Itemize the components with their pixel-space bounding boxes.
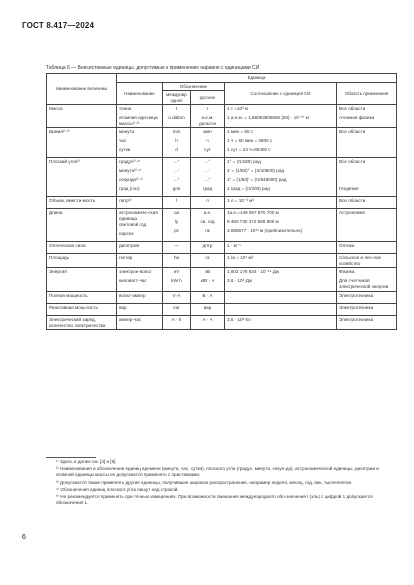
quantity-cell: Площадь (47, 253, 117, 267)
quantity-cell: Плоский угол²⁾ (47, 158, 117, 197)
header-quantity: Наименование величины (47, 74, 117, 105)
cell-value: га (205, 254, 210, 260)
cell-value: электрон-вольт (119, 269, 152, 275)
rus-symbol-cell (191, 303, 225, 315)
cell-value: 1 · м⁻¹ (227, 242, 241, 248)
cell-value: 1 а.е.м. = 1,66053906660 (50) · 10⁻²⁷ кг (227, 115, 310, 120)
unit-name-cell (117, 253, 163, 267)
cell-value: а.е. (203, 210, 212, 216)
cell-value: тонна (119, 106, 132, 111)
cell-value: ...″ (204, 177, 211, 183)
cell-value: 1 т =10³ кг (227, 106, 249, 111)
footnote-divider (46, 457, 96, 458)
cell-value: градус²⁾·⁴⁾ (119, 159, 141, 165)
cell-value: В · А (202, 292, 213, 298)
cell-value (339, 138, 394, 147)
cell-value: t (175, 106, 178, 111)
intl-symbol-cell (163, 291, 191, 303)
unit-name-cell (117, 291, 163, 303)
cell-value: h (175, 138, 178, 144)
quantity-cell: Время²⁾·³⁾ (47, 128, 117, 158)
cell-value: l (175, 198, 178, 204)
footnotes (46, 459, 396, 507)
footnote: ⁵⁾ Не рекомендуется применять при точных измерениях. При возможности смешения международного обо-значения l (эль) с цифрой 1 допускается обозначение L. (56, 493, 373, 506)
relation-cell (225, 291, 337, 303)
cell-value: u dalton (168, 115, 185, 120)
cell-value: Физика (339, 269, 355, 275)
cell-value: сутки (119, 147, 131, 153)
cell-value: Все области (339, 198, 366, 204)
cell-value: 1′ = (1/60)° = (π/10800) рад (227, 168, 285, 174)
table-row (47, 291, 397, 303)
cell-value: A · h (171, 316, 182, 322)
area-cell (337, 253, 397, 267)
footnote: ¹⁾ Здесь и далее см. [3] и [6]. (56, 459, 117, 464)
table-row (47, 303, 397, 315)
page-number: 6 (22, 534, 26, 541)
intl-symbol-cell (163, 209, 191, 241)
quantity-cell: Энергия (47, 268, 117, 291)
cell-value: 1 ч = 60 мин = 3600 с (227, 138, 273, 144)
document-header: ГОСТ 8.417—2024 (22, 21, 95, 30)
cell-value: pc (174, 228, 179, 234)
intl-symbol-cell (163, 197, 191, 209)
cell-value: 1″ = (1/60)′ = (π/648000) рад (227, 177, 287, 183)
cell-value (227, 305, 334, 314)
relation-cell (225, 303, 337, 315)
header-designation: Обозначение (163, 82, 225, 91)
cell-value: град (гон) (119, 186, 140, 192)
cell-value: киловатт-час (119, 278, 147, 284)
intl-symbol-cell (163, 241, 191, 253)
footnote: ³⁾ Допускается также применять другие единицы, получившие широкое распространение, например неделя, месяц, год, век, тысячелетие. (56, 479, 353, 485)
quantity-cell: Оптическая сила (47, 241, 117, 253)
relation-cell (225, 241, 337, 253)
rus-symbol-cell (191, 241, 225, 253)
cell-value (339, 228, 394, 237)
cell-value: св. год (200, 219, 215, 225)
cell-value (339, 168, 394, 177)
unit-name-cell (117, 197, 163, 209)
cell-value: гектар (119, 254, 133, 260)
cell-value: Астрономия (339, 210, 365, 216)
relation-cell (225, 128, 337, 158)
cell-value: Электротехника (339, 316, 374, 322)
header-relation: Соотношение с единицей СИ (225, 82, 337, 105)
rus-symbol-cell (191, 291, 225, 303)
cell-value: л (206, 198, 209, 204)
area-cell (337, 209, 397, 241)
cell-value: А · ч (202, 316, 213, 322)
table-row (47, 268, 397, 291)
table-row (47, 197, 397, 209)
cell-value (339, 219, 394, 228)
intl-symbol-cell (163, 105, 191, 128)
area-cell (337, 158, 397, 197)
cell-value: var (173, 304, 180, 310)
header-rus: русское (191, 91, 225, 105)
intl-symbol-cell (163, 158, 191, 197)
cell-value: — (174, 242, 179, 248)
cell-value: эВ (204, 269, 211, 275)
rus-symbol-cell (191, 197, 225, 209)
quantity-cell: Реактивная мощ-ность (47, 303, 117, 315)
unit-name-cell (117, 315, 163, 329)
intl-symbol-cell (163, 268, 191, 291)
rus-symbol-cell (191, 105, 225, 128)
area-cell (337, 128, 397, 158)
cell-value: Все области (339, 159, 366, 165)
cell-value: град (202, 186, 213, 192)
cell-value: ампер-час (119, 316, 142, 322)
unit-name-cell (117, 268, 163, 291)
cell-value: ly (174, 219, 179, 225)
table-row (47, 158, 397, 197)
area-cell (337, 315, 397, 329)
cell-value: дптр (202, 242, 213, 248)
units-table-body (47, 105, 397, 330)
cell-value: мин (203, 129, 212, 135)
cell-value: а.е.м. дальтон (198, 115, 217, 126)
cell-value: час (119, 138, 127, 144)
cell-value: 1,602 176 634 · 10⁻¹⁹ Дж (227, 269, 279, 275)
cell-value: вольт-ампер (119, 292, 146, 298)
cell-value: ...° (204, 159, 211, 165)
cell-value: световой год (119, 221, 147, 227)
cell-value: 1а.е.=149 597 870 700 м (227, 210, 279, 216)
rus-symbol-cell (191, 158, 225, 197)
relation-cell (225, 209, 337, 241)
cell-value: 1 га = 10⁴ м² (227, 254, 254, 260)
cell-value: Оптика (339, 242, 355, 248)
table-caption: Таблица 6 — Внесистемные единицы, допустимые к применению наравне с единицами СИ (46, 65, 260, 71)
rus-symbol-cell (191, 253, 225, 267)
quantity-cell: Электрический заряд, количество электричества (47, 315, 117, 329)
cell-value: вар (119, 304, 127, 310)
rus-symbol-cell (191, 128, 225, 158)
cell-value: диоптрия (119, 242, 140, 248)
header-name: Наименование (117, 82, 163, 105)
relation-cell (225, 315, 337, 329)
area-cell (337, 303, 397, 315)
relation-cell (225, 268, 337, 291)
cell-value: 9 460 730 472 580 800 м (227, 219, 279, 225)
cell-value: 3,085677 · 10¹⁶ м (приблизительно) (227, 228, 303, 234)
intl-symbol-cell (163, 303, 191, 315)
header-unit-group: Единица (117, 74, 397, 83)
cell-value: 1 мин = 60 с (227, 129, 254, 135)
header-area: Область применения (337, 82, 397, 105)
cell-value: парсек (119, 230, 134, 236)
unit-name-cell (117, 105, 163, 128)
intl-symbol-cell (163, 128, 191, 158)
table-row (47, 253, 397, 267)
cell-value: ...° (173, 159, 180, 165)
cell-value: пк (205, 228, 210, 234)
area-cell (337, 105, 397, 128)
cell-value: 1 град = (π/200) рад (227, 186, 270, 192)
cell-value: eV (173, 269, 180, 275)
unit-name-cell (117, 128, 163, 158)
header-intl: междунар одное (163, 91, 191, 105)
cell-value: атомная еди-ница массы¹⁾·²⁾ (119, 115, 158, 126)
cell-value: ч (206, 138, 209, 144)
cell-value: ha (173, 254, 180, 260)
cell-value: kW·h (171, 278, 182, 284)
unit-name-cell (117, 303, 163, 315)
cell-value: 1° = (π/180) рад (227, 159, 261, 165)
cell-value: d (175, 147, 178, 153)
cell-value: Атомная физика (339, 115, 375, 120)
area-cell (337, 268, 397, 291)
area-cell (337, 197, 397, 209)
table-row (47, 315, 397, 329)
cell-value: сут (204, 147, 211, 153)
cell-value: ...′ (205, 168, 210, 174)
table-row (47, 105, 397, 128)
cell-value: 1 л = 10⁻³ м³ (227, 198, 254, 204)
cell-value: V·A (172, 292, 181, 298)
area-cell (337, 241, 397, 253)
intl-symbol-cell (163, 315, 191, 329)
relation-cell (225, 158, 337, 197)
cell-value (227, 293, 334, 302)
quantity-cell: Полная мощность (47, 291, 117, 303)
table-row (47, 209, 397, 241)
quantity-cell: Длина (47, 209, 117, 241)
units-table (46, 73, 397, 330)
cell-value: Электротехника (339, 292, 374, 298)
cell-value: Все области (339, 106, 366, 111)
cell-value: Электротехника (339, 304, 374, 310)
footnote: ²⁾ Наименования и обозначения единиц времени (минута, час, сутки), плоского угла (градус, минута, секун-да), астрономической единицы, диоптрии и атомной единицы массы не допускается применять с приставками. (56, 466, 379, 478)
quantity-cell: Объем, вмести-мость (47, 197, 117, 209)
quantity-cell: Масса (47, 105, 117, 128)
cell-value: т (206, 106, 209, 111)
cell-value: 3,6 · 10³ Кл (227, 316, 251, 322)
cell-value: минута (119, 129, 135, 135)
intl-symbol-cell (163, 253, 191, 267)
cell-value (339, 147, 394, 156)
cell-value: минута²⁾·⁴⁾ (119, 168, 142, 174)
cell-value: Геодезия (339, 186, 359, 192)
cell-value: литр⁵⁾ (119, 198, 132, 204)
cell-value: секунда²⁾·⁴⁾ (119, 177, 144, 183)
cell-value: ...″ (173, 177, 180, 183)
cell-value: вар (203, 304, 212, 310)
rus-symbol-cell (191, 315, 225, 329)
cell-value: 3,6 · 10⁶ Дж (227, 278, 252, 284)
table-row (47, 241, 397, 253)
footnote: ⁴⁾ Обозначения единиц плоского угла пишут над строкой. (56, 486, 179, 492)
unit-name-cell (117, 158, 163, 197)
cell-value: gon (172, 186, 181, 192)
cell-value (339, 177, 394, 186)
cell-value: ua (173, 210, 180, 216)
unit-name-cell (117, 209, 163, 241)
cell-value: Для счетчиков электрической энергии (339, 278, 389, 290)
cell-value: 1 сут = 24 ч=86400 с (227, 147, 271, 153)
relation-cell (225, 253, 337, 267)
table-row (47, 128, 397, 158)
cell-value: Все области (339, 129, 366, 135)
unit-name-cell (117, 241, 163, 253)
relation-cell (225, 105, 337, 128)
cell-value: ...′ (174, 168, 179, 174)
relation-cell (225, 197, 337, 209)
area-cell (337, 291, 397, 303)
cell-value: Сельское и лес-ное хозяйство (339, 254, 382, 266)
rus-symbol-cell (191, 209, 225, 241)
rus-symbol-cell (191, 268, 225, 291)
cell-value: кВт · ч (200, 278, 215, 284)
cell-value: min (172, 129, 181, 135)
cell-value: астрономиче-ская единица (119, 210, 158, 222)
